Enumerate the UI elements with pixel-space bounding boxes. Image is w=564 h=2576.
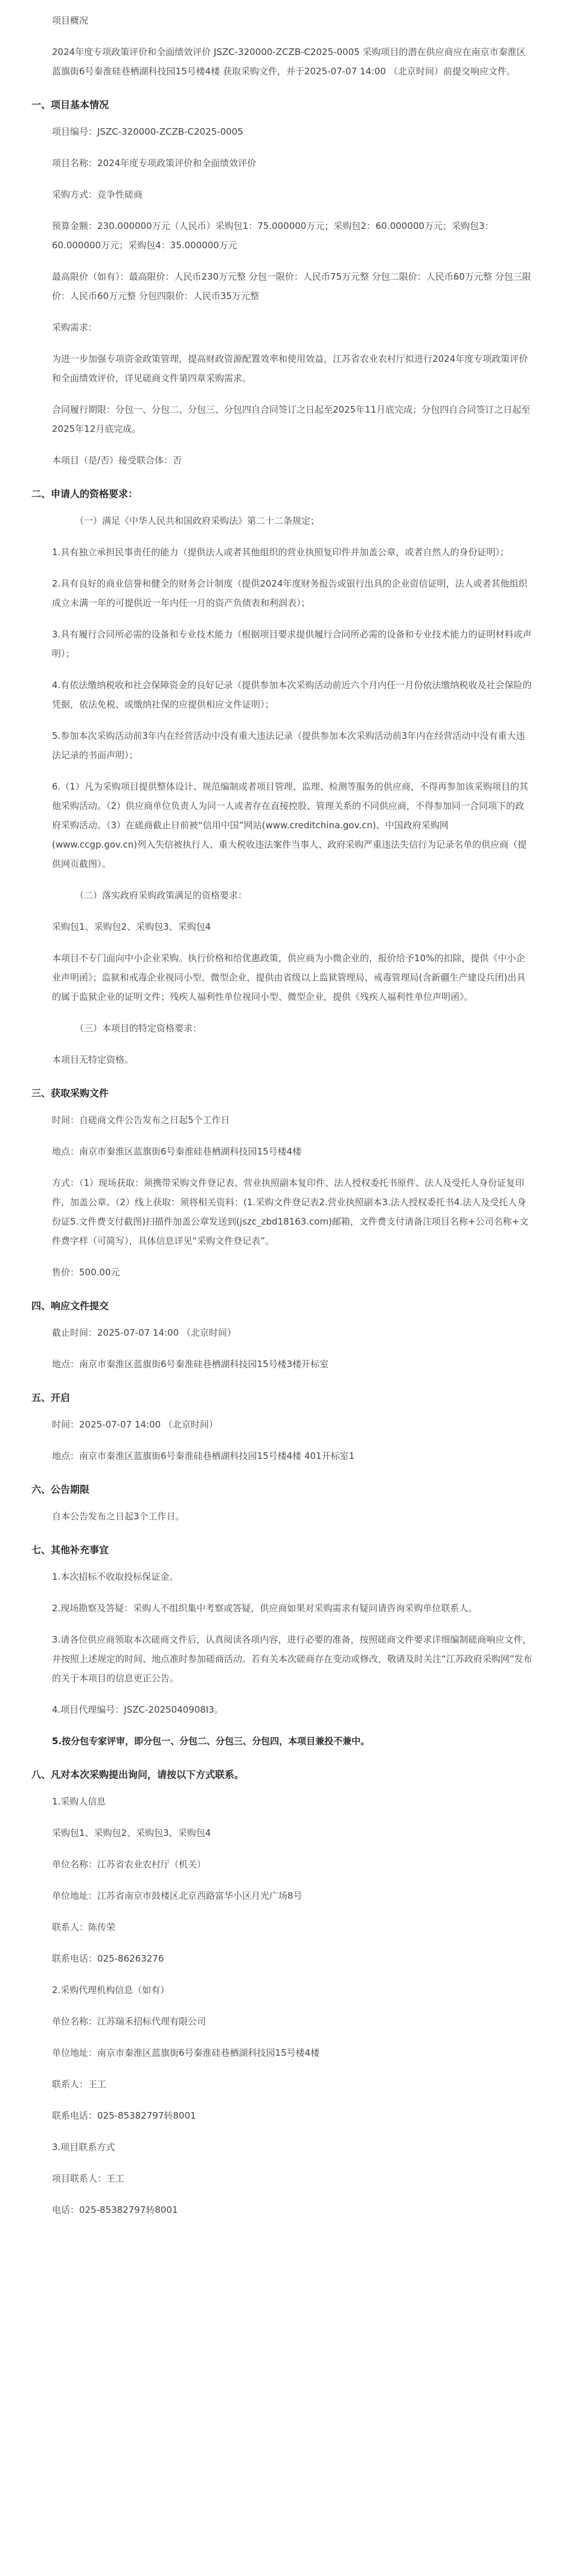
section-1-heading: 一、项目基本情况 <box>31 99 109 111</box>
project-contact-phone: 电话：025-85382797转8001 <box>52 2204 178 2215</box>
project-contact-person: 项目联系人：王工 <box>52 2173 125 2184</box>
budget-amount: 预算金额：230.000000万元（人民币）采购包1：75.000000万元；采购包2：60.000000万元；采购包3：60.000000万元；采购包4：35.000000万元 <box>52 221 494 251</box>
buyer-packages: 采购包1、采购包2、采购包3、采购包4 <box>52 1827 211 1838</box>
qualification-item-6: 6.（1）凡为采购项目提供整体设计、规范编制或者项目管理、监理、检测等服务的供应商，不得再参加该采购项目的其他采购活动。（2）供应商单位负责人为同一人或者存在直接控股、管理关系的不同供应商，不得参加同一合同项下的政府采购活动。（3）在磋商截止日前被“信用中国”网站(www.creditchina.gov.cn)、中国政府采购网(www.ccgp.gov.cn)列入失信被执行人、重大税收违法案件当事人、政府采购严重违法失信行为记录名单的供应商（提供网页截图）。 <box>52 781 528 869</box>
buyer-contact: 联系人：陈传荣 <box>52 1922 116 1933</box>
agent-info-title: 2.采购代理机构信息（如有） <box>52 1985 170 1995</box>
obtain-method: 方式：（1）现场获取：须携带采购文件登记表、营业执照副本复印件、法人授权委托书原件、法人及受托人身份证复印件，加盖公章。（2）线上获取：须将相关资料：(1.采购文件登记表2.营业执照副本3.法人授权委托书4.法人及受托人身份证5.文件费支付截图)扫描件加盖公章发送到(jszc_zbd18163.com)邮箱，文件费支付请备注项目名称+公司名称+文件费字样（可简写），具体信息详见“采购文件登记表”。 <box>52 1177 529 1246</box>
section-8-heading: 八、凡对本次采购提出询问，请按以下方式联系。 <box>31 1769 245 1780</box>
agent-phone: 联系电话：025-85382797转8001 <box>52 2110 196 2121</box>
qualification-item-3: 3.具有履行合同所必需的设备和专业技术能力（根据项目要求提供履行合同所必需的设备和专业技术能力的证明材料或声明）； <box>52 629 532 659</box>
qualification-subheading-1: （一）满足《中华人民共和国政府采购法》第二十二条规定； <box>75 515 320 526</box>
project-contact-title: 3.项目联系方式 <box>52 2142 115 2153</box>
buyer-phone: 联系电话：025-86263276 <box>52 1953 164 1964</box>
section-2-heading: 二、申请人的资格要求： <box>31 488 138 500</box>
special-qualification: 本项目无特定资格。 <box>52 1054 134 1065</box>
qualification-subheading-3: （三）本项目的特定资格要求： <box>75 1023 202 1034</box>
overview-text: 2024年度专项政策评价和全面绩效评价 JSZC-320000-ZCZB-C2025-0005 采购项目的潜在供应商应在南京市秦淮区蓝旗街6号秦淮硅巷栖湖科技园15号楼4楼 获取采购文件，并于2025-07-07 14:00 （北京时间）前提交响应文件。 <box>52 47 526 77</box>
submission-deadline: 截止时间：2025-07-07 14:00 （北京时间） <box>52 1327 236 1338</box>
buyer-name: 单位名称：江苏省农业农村厅（机关） <box>52 1859 207 1870</box>
qualification-item-5: 5.参加本次采购活动前3年内在经营活动中没有重大违法记录（提供参加本次采购活动前3年内在经营活动中没有重大违法记录的书面声明）； <box>52 730 525 761</box>
buyer-info-title: 1.采购人信息 <box>52 1796 106 1807</box>
section-3-heading: 三、获取采购文件 <box>31 1087 109 1099</box>
other-item-5: 5.按分包专家评审，即分包一、分包二、分包三、分包四，本项目兼投不兼中。 <box>52 1736 370 1747</box>
other-item-3: 3.请各位供应商领取本次磋商文件后，认真阅读各项内容，进行必要的准备，按照磋商文件要求详细编制磋商响应文件，并按照上述规定的时间、地点准时参加磋商活动。若有关本次磋商存在变动或修改，敬请及时关注“江苏政府采购网”发布的关于本项目的信息更正公告。 <box>52 1634 533 1684</box>
agent-contact: 联系人：王工 <box>52 2079 107 2090</box>
contract-period: 合同履行期限：分包一、分包二、分包三、分包四自合同签订之日起至2025年11月底完成；分包四自合同签订之日起至2025年12月底完成。 <box>52 404 531 434</box>
document-price: 售价：500.00元 <box>52 1267 120 1278</box>
requirements-label: 采购需求： <box>52 322 98 333</box>
submission-place: 地点：南京市秦淮区蓝旗街6号秦淮硅巷栖湖科技园15号楼3楼开标室 <box>52 1359 329 1370</box>
section-7-heading: 七、其他补充事宜 <box>31 1544 109 1556</box>
max-price: 最高限价（如有）：最高限价：人民币230万元整 分包一限价：人民币75万元整 分包二限价：人民币60万元整 分包三限价：人民币60万元整 分包四限价：人民币35万元整 <box>52 271 531 301</box>
agent-name: 单位名称：江苏瑞禾招标代理有限公司 <box>52 2016 207 2027</box>
buyer-address: 单位地址：江苏省南京市鼓楼区北京西路富华小区月光广场8号 <box>52 1890 303 1901</box>
consortium: 本项目（是/否）接受联合体：否 <box>52 455 182 466</box>
policy-text: 本项目不专门面向中小企业采购。执行价格和给优惠政策，供应商为小微企业的，报价给予10%的扣除，提供《中小企业声明函》；监狱和戒毒企业视同小型、微型企业，提供由省级以上监狱管理局、戒毒管理局(含新疆生产建设兵团)出具的属于监狱企业的证明文件；残疾人福利性单位视同小型、微型企业，提供《残疾人福利性单位声明函》。 <box>52 953 526 1002</box>
section-4-heading: 四、响应文件提交 <box>31 1300 109 1312</box>
opening-place: 地点：南京市秦淮区蓝旗街6号秦淮硅巷栖湖科技园15号楼4楼 401开标室1 <box>52 1451 355 1461</box>
requirements-text: 为进一步加强专项资金政策管理，提高财政资源配置效率和使用效益，江苏省农业农村厅拟进行2024年度专项政策评价和全面绩效评价，详见磋商文件第四章采购需求。 <box>52 353 528 384</box>
agent-address: 单位地址：南京市秦淮区蓝旗街6号秦淮硅巷栖湖科技园15号楼4楼 <box>52 2047 320 2058</box>
qualification-item-1: 1.具有独立承担民事责任的能力（提供法人或者其他组织的营业执照复印件并加盖公章，或者自然人的身份证明）； <box>52 547 509 558</box>
qualification-item-4: 4.有依法缴纳税收和社会保障资金的良好记录（提供参加本次采购活动前近六个月内任一月份依法缴纳税收及社会保险的凭据，依法免税、或缴纳社保的应提供相应文件证明）； <box>52 680 532 710</box>
obtain-place: 地点：南京市秦淮区蓝旗街6号秦淮硅巷栖湖科技园15号楼4楼 <box>52 1146 302 1157</box>
notice-period: 自本公告发布之日起3个工作日。 <box>52 1511 185 1522</box>
overview-title: 项目概况 <box>52 15 89 26</box>
opening-time: 时间：2025-07-07 14:00 （北京时间） <box>52 1419 218 1430</box>
qualification-subheading-2: （二）落实政府采购政策满足的资格要求： <box>75 890 248 901</box>
section-5-heading: 五、开启 <box>31 1392 71 1403</box>
other-item-4: 4.项目代理编号：JSZC-2025040908I3。 <box>52 1704 223 1715</box>
other-item-1: 1.本次招标不收取投标保证金。 <box>52 1571 179 1582</box>
section-6-heading: 六、公告期限 <box>31 1484 90 1495</box>
procurement-method: 采购方式：竞争性磋商 <box>52 189 143 200</box>
project-number: 项目编号：JSZC-320000-ZCZB-C2025-0005 <box>52 126 243 137</box>
other-item-2: 2.现场勘察及答疑：采购人不组织集中考察或答疑，供应商如果对采购需求有疑问请咨询采购单位联系人。 <box>52 1603 478 1614</box>
qualification-item-2: 2.具有良好的商业信誉和健全的财务会计制度（提供2024年度财务报告或银行出具的企业资信证明，法人或者其他组织成立未满一年的可提供近一年内任一月的资产负债表和利润表）； <box>52 578 528 608</box>
project-name: 项目名称：2024年度专项政策评价和全面绩效评价 <box>52 158 257 169</box>
policy-packages: 采购包1、采购包2、采购包3、采购包4 <box>52 921 211 932</box>
obtain-time: 时间：自磋商文件公告发布之日起5个工作日 <box>52 1115 230 1125</box>
